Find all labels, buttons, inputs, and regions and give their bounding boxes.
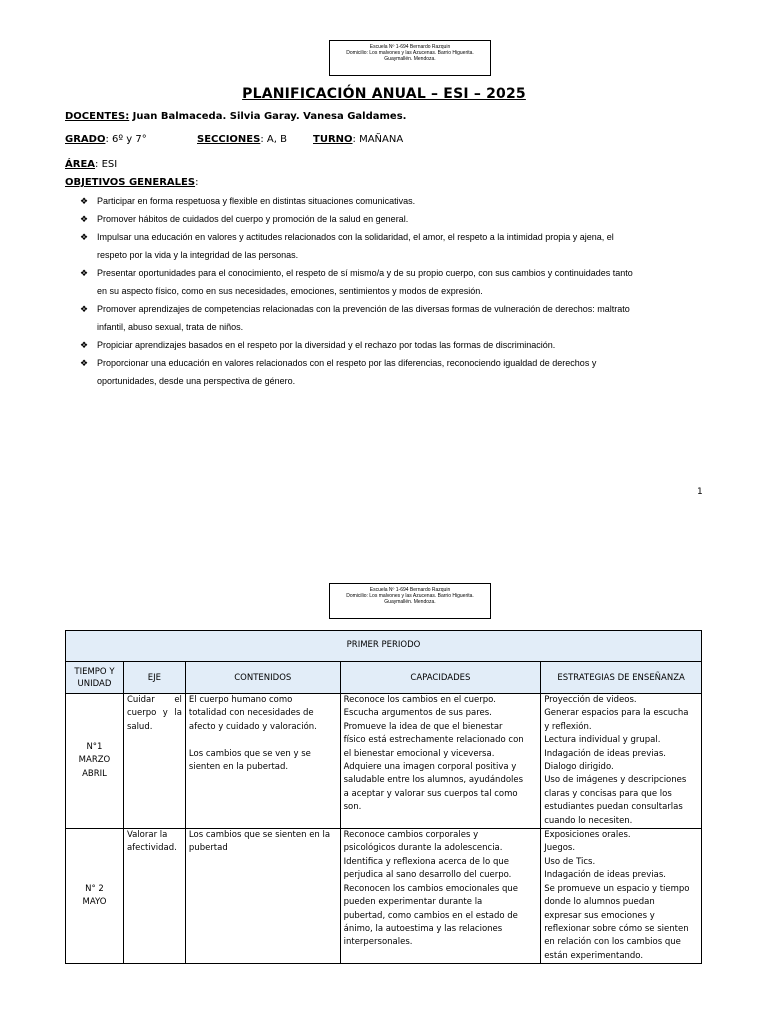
cell-capacidades: Reconoce los cambios en el cuerpo. Escucha argumentos de sus pares. Promueve la idea de que el bienestar físico está estrechamente relacionado con el bienestar emocional y viceversa. Adquiere una imagen corporal positiva y saludable entre los alumnos, ayudándoles a aceptar y valorar sus cuerpos tal como son. xyxy=(340,694,541,829)
page-number: 1 xyxy=(697,487,703,497)
secciones-value: : A, B xyxy=(260,134,287,145)
school-city: Guaymallén. Mendoza. xyxy=(384,599,436,605)
header-contenidos: CONTENIDOS xyxy=(185,662,340,694)
document-page-2 xyxy=(0,535,768,1024)
objective-item: ❖ Proporcionar una educación en valores relacionados con el respeto por las diferencias, reconociendo igualdad de derechos y oportunidades, desde una perspectiva de género. xyxy=(80,354,705,390)
table-row xyxy=(66,694,702,829)
header-capacidades: CAPACIDADES xyxy=(340,662,541,694)
cell-capacidades: Reconoce cambios corporales y psicológicos durante la adolescencia. Identifica y reflexiona acerca de lo que perjudica al sano desarrollo del cuerpo. Reconocen los cambios emocionales que pueden experimentar durante la pubertad, como cambios en el estado de ánimo, la autoestima y las relaciones interpersonales. xyxy=(340,829,541,964)
cell-unit: N°1 MARZO ABRIL xyxy=(66,694,124,829)
objective-item: ❖ Promover aprendizajes de competencias relacionadas con la prevención de las diversas formas de vulneración de derechos: maltrato infantil, abuso sexual, trata de niños. xyxy=(80,300,705,336)
area-label: ÁREA xyxy=(65,159,96,170)
objective-item: ❖ Propiciar aprendizajes basados en el respeto por la diversidad y el rechazo por todas las formas de discriminación. xyxy=(80,336,705,354)
secciones-line xyxy=(197,134,287,145)
header-estrategias: ESTRATEGIAS DE ENSEÑANZA xyxy=(541,662,702,694)
school-address: Domicilio: Los malvones y las Azucenas. Barrio Higuerita. xyxy=(346,593,474,599)
objective-item: ❖ Impulsar una educación en valores y actitudes relacionados con la solidaridad, el amor, el respeto a la intimidad propia y ajena, el respeto por la vida y la integridad de las personas. xyxy=(80,228,705,264)
docentes-value: Juan Balmaceda. Silvia Garay. Vanesa Galdames. xyxy=(129,111,407,122)
school-header-box xyxy=(329,40,491,76)
grado-label: GRADO xyxy=(65,134,106,145)
cell-eje: Valorar la afectividad. xyxy=(123,829,185,964)
objetivos-label: OBJETIVOS GENERALES xyxy=(65,177,196,188)
objective-item: ❖ Presentar oportunidades para el conocimiento, el respeto de sí mismo/a y de su propio cuerpo, con sus cambios y continuidades tanto en su aspecto físico, como en sus necesidades, emociones, sentimientos y modos de expresión. xyxy=(80,264,705,300)
docentes-label: DOCENTES: xyxy=(65,111,130,122)
header-tiempo: TIEMPO Y UNIDAD xyxy=(66,662,124,694)
objectives-list xyxy=(80,192,705,390)
school-address: Domicilio: Los malvones y las Azucenas. Barrio Higuerita. xyxy=(346,50,474,56)
diamond-bullet-icon: ❖ xyxy=(80,268,89,278)
turno-value: : MAÑANA xyxy=(352,134,404,145)
objective-item: ❖ Promover hábitos de cuidados del cuerpo y promoción de la salud en general. xyxy=(80,210,705,228)
area-line xyxy=(65,159,117,170)
grado-value: : 6º y 7° xyxy=(105,134,147,145)
diamond-bullet-icon: ❖ xyxy=(80,358,89,368)
cell-unit: N° 2 MAYO xyxy=(66,829,124,964)
diamond-bullet-icon: ❖ xyxy=(80,196,89,206)
objetivos-heading: OBJETIVOS GENERALES: xyxy=(65,177,199,188)
docentes-line xyxy=(65,111,406,122)
diamond-bullet-icon: ❖ xyxy=(80,304,89,314)
planning-table xyxy=(65,630,702,964)
cell-estrategias: Exposiciones orales. Juegos. Uso de Tics. Indagación de ideas previas. Se promueve un espacio y tiempo donde lo alumnos puedan expresar sus emociones y reflexionar sobre cómo se sienten en relación con los cambios que están experimentando. xyxy=(541,829,702,964)
diamond-bullet-icon: ❖ xyxy=(80,340,89,350)
school-name: Escuela Nº 1-694 Bernardo Razquin xyxy=(369,44,451,50)
header-eje: EJE xyxy=(123,662,185,694)
objective-item: ❖ Participar en forma respetuosa y flexible en distintas situaciones comunicativas. xyxy=(80,192,705,210)
period-header: PRIMER PERIODO xyxy=(66,631,702,662)
cell-contenidos: Los cambios que se sienten en la pubertad xyxy=(185,829,340,964)
school-city: Guaymallén. Mendoza. xyxy=(384,56,436,62)
cell-contenidos: El cuerpo humano como totalidad con necesidades de afecto y cuidado y valoración. Los cambios que se ven y se sienten en la pubertad. xyxy=(185,694,340,829)
diamond-bullet-icon: ❖ xyxy=(80,214,89,224)
table-row xyxy=(66,829,702,964)
turno-label: TURNO xyxy=(313,134,353,145)
area-value: : ESI xyxy=(95,159,118,170)
cell-eje: Cuidar el cuerpo y la salud. xyxy=(123,694,185,829)
document-title: PLANIFICACIÓN ANUAL – ESI – 2025 xyxy=(242,86,526,102)
turno-line xyxy=(313,134,403,145)
diamond-bullet-icon: ❖ xyxy=(80,232,89,242)
secciones-label: SECCIONES xyxy=(197,134,261,145)
school-header-box-2 xyxy=(329,583,491,619)
school-name: Escuela Nº 1-694 Bernardo Razquin xyxy=(369,587,451,593)
cell-estrategias: Proyección de videos. Generar espacios para la escucha y reflexión. Lectura individual y grupal. Indagación de ideas previas. Dialogo dirigido. Uso de imágenes y descripciones claras y concisas para que los estudiantes puedan consultarlas cuando lo necesiten. xyxy=(541,694,702,829)
grado-line xyxy=(65,134,147,145)
